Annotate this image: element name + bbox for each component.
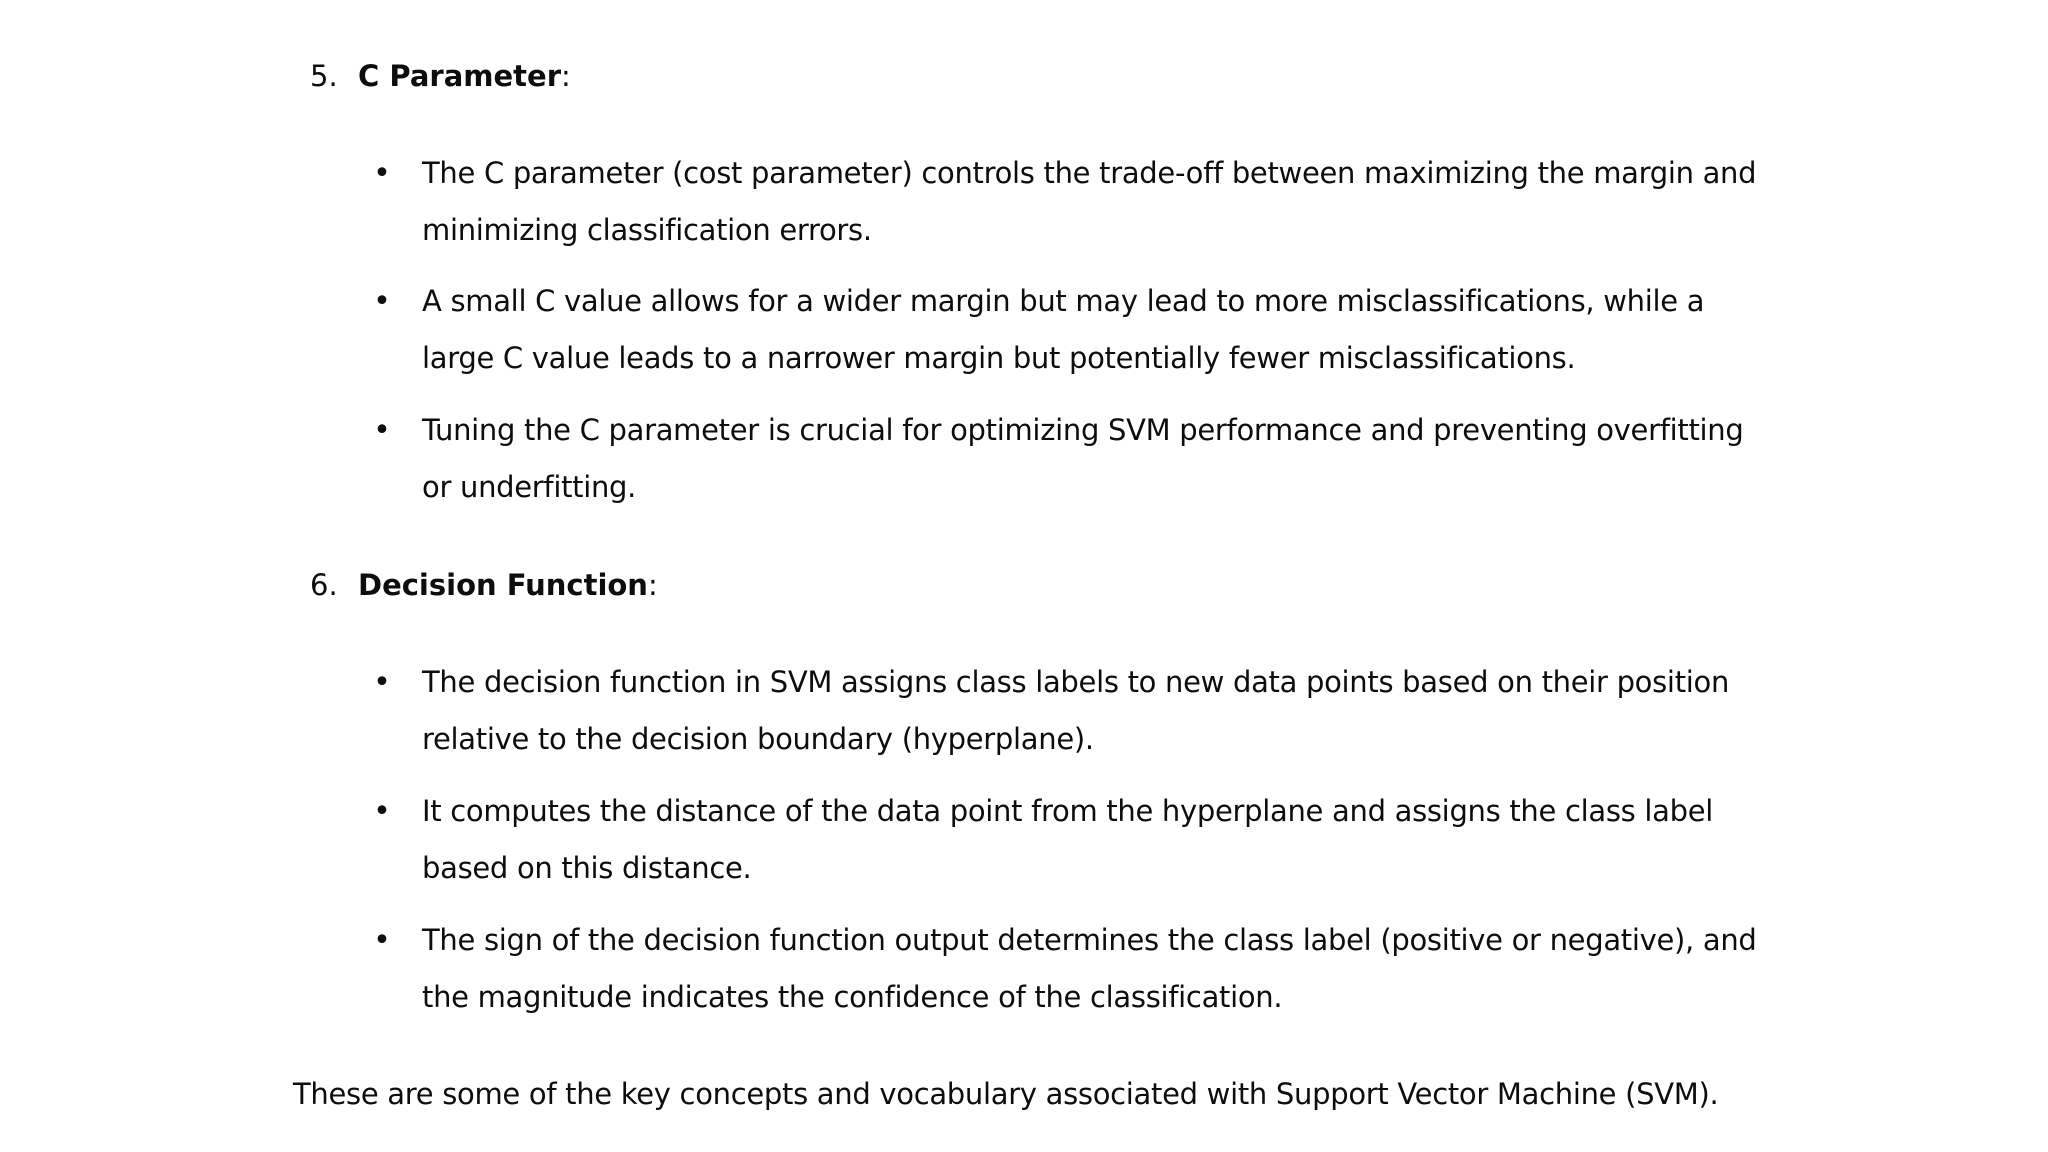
list-item <box>370 145 1780 259</box>
list-item <box>370 402 1780 516</box>
bullet-dot-icon: • <box>373 284 391 319</box>
section-heading-decision-function <box>310 565 658 605</box>
section-title: C Parameter <box>358 59 562 93</box>
list-item-text: It computes the distance of the data point from the hyperplane and assigns the class label based on this distance. <box>422 794 1714 885</box>
section-title-suffix: : <box>561 59 571 93</box>
bullet-dot-icon: • <box>373 794 391 829</box>
bullet-dot-icon: • <box>373 923 391 958</box>
list-item <box>370 654 1780 768</box>
section-heading-c-parameter <box>310 56 571 96</box>
bullet-dot-icon: • <box>373 156 391 191</box>
section-title: Decision Function <box>358 568 648 602</box>
closing-paragraph: These are some of the key concepts and vocabulary associated with Support Vector Machine (SVM). <box>293 1077 1719 1111</box>
list-item-text: Tuning the C parameter is crucial for optimizing SVM performance and preventing overfitting or underfitting. <box>422 413 1744 504</box>
list-item <box>370 783 1780 897</box>
list-item-text: A small C value allows for a wider margin but may lead to more misclassifications, while a large C value leads to a narrower margin but potentially fewer misclassifications. <box>422 284 1705 375</box>
section-number: 5. <box>310 59 338 93</box>
list-item <box>370 912 1780 1026</box>
list-item <box>370 273 1780 387</box>
section-number: 6. <box>310 568 338 602</box>
bullet-dot-icon: • <box>373 665 391 700</box>
bullet-dot-icon: • <box>373 413 391 448</box>
list-item-text: The C parameter (cost parameter) controls the trade-off between maximizing the margin and minimizing classification errors. <box>422 156 1757 247</box>
list-item-text: The decision function in SVM assigns class labels to new data points based on their position relative to the decision boundary (hyperplane). <box>422 665 1730 756</box>
list-item-text: The sign of the decision function output determines the class label (positive or negative), and the magnitude indicates the confidence of the classification. <box>422 923 1757 1014</box>
section-title-suffix: : <box>647 568 658 602</box>
